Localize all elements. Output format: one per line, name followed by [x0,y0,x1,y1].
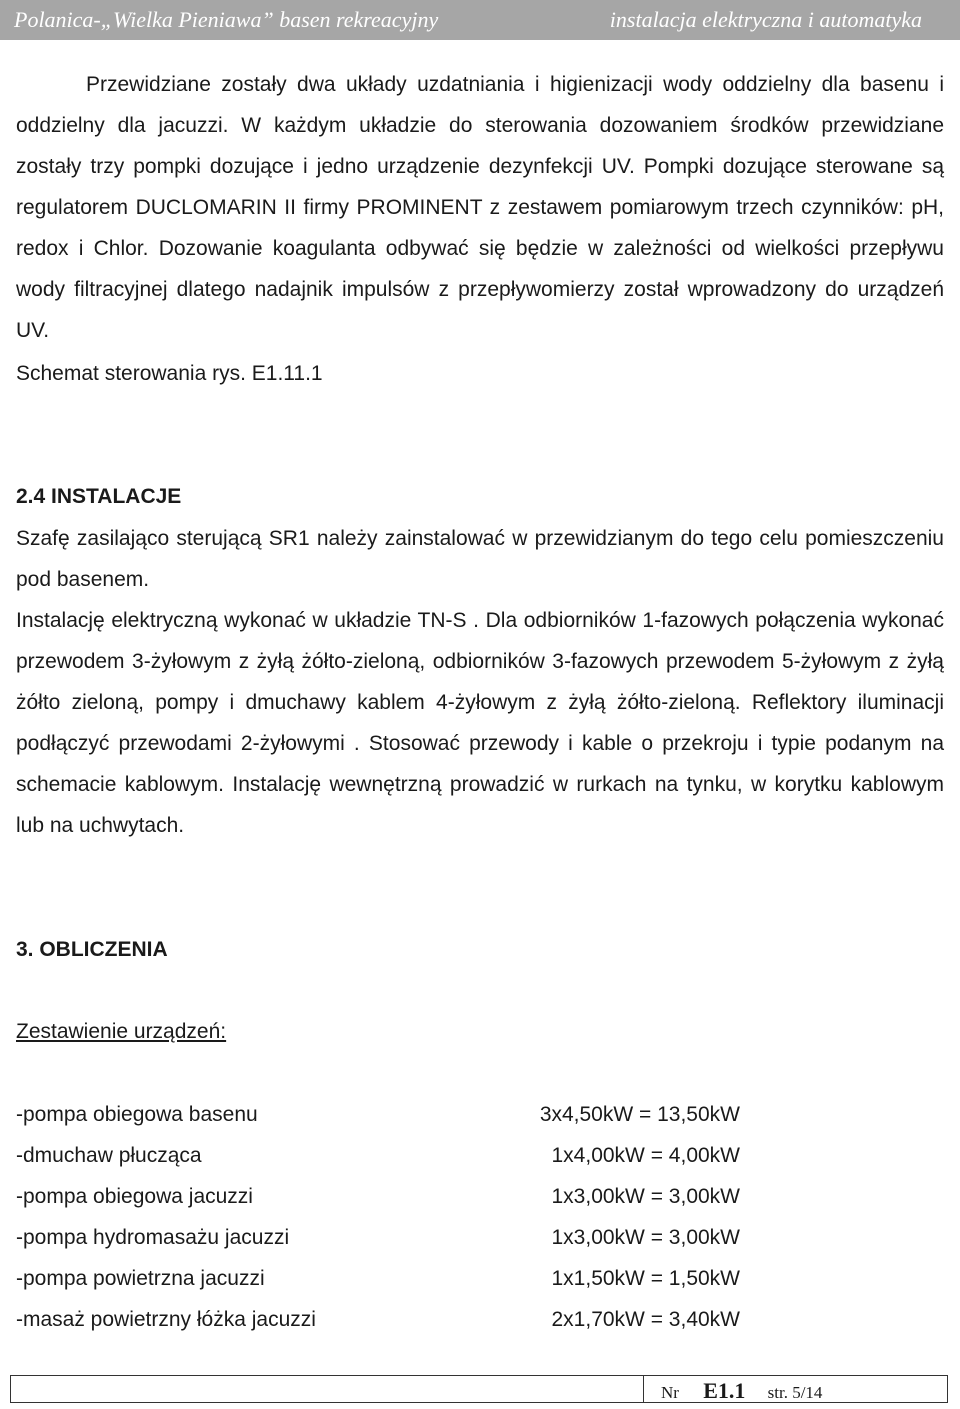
intro-paragraph: Przewidziane zostały dwa układy uzdatniania i higienizacji wody oddzielny dla basenu i oddzielny dla jacuzzi. W każdym układzie do sterowania dozowaniem środków przewidziane zostały trzy pompki dozujące i jedno urządzenie dezynfekcji UV. Pompki dozujące sterowane są regulatorem DUCLOMARIN II firmy PROMINENT z zestawem pomiarowym trzech czynników: pH, redox i Chlor. Dozowanie koagulanta odbywać się będzie w zależności od wielkości przepływu wody filtracyjnej dlatego nadajnik impulsów z przepływomierzy został wprowadzony do urządzeń UV. [16,73,944,342]
equipment-name: -pompa obiegowa basenu [16,1103,258,1126]
footer-divider [643,1376,644,1402]
equipment-name: -pompa hydromasażu jacuzzi [16,1226,290,1249]
equipment-power: 1x4,00kW = 4,00kW [551,1144,740,1167]
header-project-title: Polanica-„Wielka Pieniawa” basen rekreacyjny [14,7,439,32]
footer-page-number: str. 5/14 [767,1383,823,1402]
page-header [0,0,960,40]
page-footer [10,1375,948,1403]
schema-reference: Schemat sterowania rys. E1.11.1 [16,362,323,385]
section-heading-calculations: 3. OBLICZENIA [16,938,168,961]
installations-paragraph-1: Szafę zasilająco sterującą SR1 należy zainstalować w przewidzianym do tego celu pomieszczeniu pod basenem. [16,527,944,591]
equipment-power: 2x1,70kW = 3,40kW [551,1308,740,1331]
equipment-power: 1x3,00kW = 3,00kW [551,1185,740,1208]
footer-info [661,1378,822,1404]
equipment-list-heading: Zestawienie urządzeń: [16,1020,227,1043]
equipment-name: -pompa obiegowa jacuzzi [16,1185,253,1208]
section-heading-installations: 2.4 INSTALACJE [16,485,182,508]
equipment-power: 3x4,50kW = 13,50kW [539,1103,740,1126]
footer-nr-label: Nr [661,1383,679,1402]
equipment-name: -pompa powietrzna jacuzzi [16,1267,265,1290]
footer-drawing-code: E1.1 [703,1378,746,1403]
equipment-power: 1x3,00kW = 3,00kW [551,1226,740,1249]
equipment-name: -dmuchaw płucząca [16,1144,202,1167]
equipment-power: 1x1,50kW = 1,50kW [551,1267,740,1290]
equipment-name: -masaż powietrzny łóżka jacuzzi [16,1308,316,1331]
installations-paragraph-2: Instalację elektryczną wykonać w układzie TN-S . Dla odbiorników 1-fazowych połączenia wykonać przewodem 3-żyłowym z żyłą żółto-zieloną, odbiorników 3-fazowych przewodem 5-żyłowym z żyłą żółto zieloną, pompy i dmuchawy kablem 4-żyłowym z żyłą żółto-zieloną. Reflektory iluminacji podłączyć przewodami 2-żyłowymi . Stosować przewody i kable o przekroju i typie podanym na schemacie kablowym. Instalację wewnętrzną prowadzić w rurkach na tynku, w korytku kablowym lub na uchwytach. [16,609,944,837]
header-section-title: instalacja elektryczna i automatyka [609,7,922,32]
